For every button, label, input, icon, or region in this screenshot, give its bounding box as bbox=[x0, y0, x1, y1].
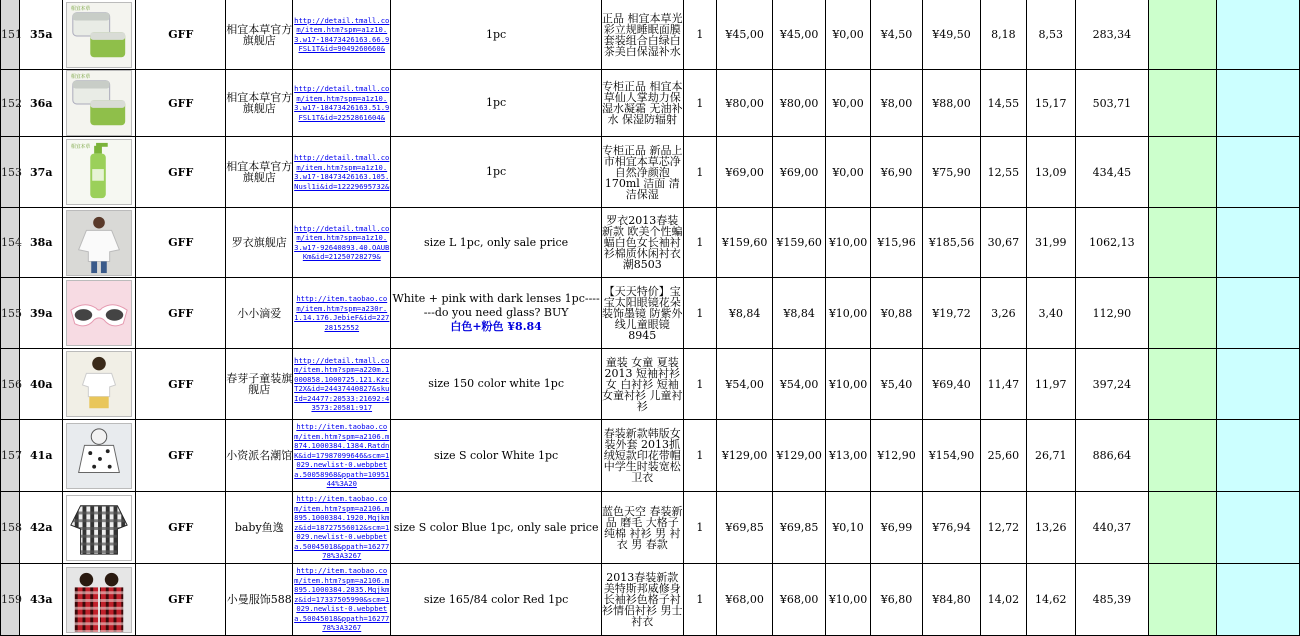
product-image-cell[interactable] bbox=[63, 70, 136, 137]
product-title-cell[interactable]: 专柜正品 新品上市相宜本草芯净自然净颜泡170ml 洁面 清洁保湿 bbox=[602, 137, 684, 208]
empty-cyan-cell[interactable] bbox=[1217, 137, 1300, 208]
item-id-cell[interactable]: 43a bbox=[20, 564, 63, 636]
shop-name-cell[interactable]: 小曼服饰588 bbox=[226, 564, 293, 636]
empty-green-cell[interactable] bbox=[1149, 492, 1217, 564]
product-image-cell[interactable] bbox=[63, 349, 136, 420]
row-header-number[interactable]: 154 bbox=[1, 208, 20, 278]
empty-green-cell[interactable] bbox=[1149, 208, 1217, 278]
fee-cell[interactable]: ¥6,90 bbox=[870, 137, 922, 208]
total-cell[interactable]: ¥49,50 bbox=[922, 0, 980, 70]
rub-cell[interactable]: 440,37 bbox=[1075, 492, 1148, 564]
quantity-cell[interactable]: 1 bbox=[683, 208, 717, 278]
product-link-cell[interactable] bbox=[293, 564, 391, 636]
table-row[interactable] bbox=[1, 208, 1300, 278]
brand-cell[interactable]: GFF bbox=[136, 492, 226, 564]
shipping-cell[interactable]: ¥10,00 bbox=[826, 564, 871, 636]
fee-cell[interactable]: ¥6,99 bbox=[870, 492, 922, 564]
shipping-cell[interactable]: ¥10,00 bbox=[826, 278, 871, 349]
table-row[interactable] bbox=[1, 0, 1300, 70]
table-row[interactable] bbox=[1, 492, 1300, 564]
usd-fee-cell[interactable]: 13,26 bbox=[1026, 492, 1075, 564]
price-cell[interactable]: ¥45,00 bbox=[717, 0, 773, 70]
row-header-number[interactable]: 153 bbox=[1, 137, 20, 208]
product-link[interactable]: http://detail.tmall.com/item.htm?spm=a220m.1000858.1000725.121.KzcT2X&id=24437440827&skuId=24477:20533:21692:43573:20581:917 bbox=[294, 355, 390, 412]
usd-fee-cell[interactable]: 31,99 bbox=[1026, 208, 1075, 278]
price-cell[interactable]: ¥159,60 bbox=[717, 208, 773, 278]
total-cell[interactable]: ¥154,90 bbox=[922, 420, 980, 492]
quantity-cell[interactable]: 1 bbox=[683, 492, 717, 564]
subtotal-cell[interactable]: ¥45,00 bbox=[773, 0, 826, 70]
brand-cell[interactable]: GFF bbox=[136, 349, 226, 420]
product-polka-jacket-image bbox=[63, 423, 135, 489]
shop-name-cell[interactable]: baby鱼逸 bbox=[226, 492, 293, 564]
description-text: size 165/84 color Red 1pc bbox=[423, 592, 569, 606]
subtotal-cell[interactable]: ¥69,85 bbox=[773, 492, 826, 564]
shipping-cell[interactable]: ¥0,00 bbox=[826, 0, 871, 70]
table-row[interactable] bbox=[1, 564, 1300, 636]
usd-cell[interactable]: 14,02 bbox=[981, 564, 1027, 636]
rub-cell[interactable]: 112,90 bbox=[1075, 278, 1148, 349]
item-id-cell[interactable]: 35a bbox=[20, 0, 63, 70]
product-cream-jar-image bbox=[63, 2, 135, 68]
item-id-cell[interactable]: 41a bbox=[20, 420, 63, 492]
product-link[interactable]: http://item.taobao.com/item.htm?spm=a2106.m895.1000384.1920.Mqjkmz&id=18727556012&scm=1029.newlist-0.webpbeta.50045018&ppath=1627778%3A3267 bbox=[294, 494, 390, 561]
shipping-cell[interactable]: ¥13,00 bbox=[826, 420, 871, 492]
description-cell[interactable] bbox=[391, 349, 602, 420]
price-cell[interactable]: ¥69,00 bbox=[717, 137, 773, 208]
usd-fee-cell[interactable]: 3,40 bbox=[1026, 278, 1075, 349]
product-link-cell[interactable] bbox=[293, 492, 391, 564]
table-body bbox=[1, 0, 1300, 636]
product-link[interactable]: http://item.taobao.com/item.htm?spm=a2106.m895.1000384.2835.Mqjkmz&id=17337505990&scm=1029.newlist-0.webpbeta.50045018&ppath=1627778%3A3267 bbox=[294, 566, 390, 633]
brand-cell[interactable]: GFF bbox=[136, 208, 226, 278]
product-title-cell[interactable]: 专柜正品 相宜本草仙人掌劫力保湿水凝霜 无油补水 保湿防辐射 bbox=[602, 70, 684, 137]
subtotal-cell[interactable]: ¥159,60 bbox=[773, 208, 826, 278]
usd-cell[interactable]: 12,72 bbox=[981, 492, 1027, 564]
empty-cyan-cell[interactable] bbox=[1217, 0, 1300, 70]
product-couple-plaid-image bbox=[63, 567, 135, 633]
price-cell[interactable]: ¥129,00 bbox=[717, 420, 773, 492]
usd-fee-cell[interactable]: 8,53 bbox=[1026, 0, 1075, 70]
empty-green-cell[interactable] bbox=[1149, 70, 1217, 137]
product-cream-jar-image bbox=[63, 70, 135, 136]
rub-cell[interactable]: 434,45 bbox=[1075, 137, 1148, 208]
row-header-number[interactable]: 151 bbox=[1, 0, 20, 70]
quantity-cell[interactable]: 1 bbox=[683, 0, 717, 70]
total-cell[interactable]: ¥84,80 bbox=[922, 564, 980, 636]
empty-green-cell[interactable] bbox=[1149, 420, 1217, 492]
rub-cell[interactable]: 397,24 bbox=[1075, 349, 1148, 420]
product-image-cell[interactable] bbox=[63, 492, 136, 564]
svg-text:相宜本草: 相宜本草 bbox=[71, 74, 91, 80]
subtotal-cell[interactable]: ¥8,84 bbox=[773, 278, 826, 349]
description-text: size S color Blue 1pc, only sale price bbox=[393, 520, 599, 534]
fee-cell[interactable]: ¥5,40 bbox=[870, 349, 922, 420]
description-cell[interactable] bbox=[391, 564, 602, 636]
total-cell[interactable]: ¥185,56 bbox=[922, 208, 980, 278]
product-link-cell[interactable] bbox=[293, 420, 391, 492]
empty-cyan-cell[interactable] bbox=[1217, 492, 1300, 564]
usd-cell[interactable]: 3,26 bbox=[981, 278, 1027, 349]
item-id-cell[interactable]: 42a bbox=[20, 492, 63, 564]
svg-text:相宜本草: 相宜本草 bbox=[71, 144, 91, 150]
product-title-cell[interactable]: 罗衣2013春装新款 欧美个性蝙蝠白色女长袖衬衫棉质休闲衬衣潮8503 bbox=[602, 208, 684, 278]
product-link[interactable]: http://item.taobao.com/item.htm?spm=a2106.m874.1000384.1384.RatdnK&id=17987099646&scm=1029.newlist-0.webpbeta.50058968&ppath=1095144%3A20 bbox=[294, 422, 390, 489]
product-image-cell[interactable] bbox=[63, 0, 136, 70]
description-text: size S color White 1pc bbox=[433, 448, 559, 462]
empty-cyan-cell[interactable] bbox=[1217, 564, 1300, 636]
product-link-cell[interactable] bbox=[293, 137, 391, 208]
product-plaid-shirt-image bbox=[63, 495, 135, 561]
svg-text:相宜本草: 相宜本草 bbox=[71, 6, 91, 12]
quantity-cell[interactable]: 1 bbox=[683, 278, 717, 349]
table-row[interactable] bbox=[1, 420, 1300, 492]
product-link[interactable]: http://detail.tmall.com/item.htm?spm=a1z10.3.w17-18473426163.51.9FSL1T&id=2252861604& bbox=[294, 84, 390, 122]
description-text: 1pc bbox=[486, 96, 507, 109]
rub-cell[interactable]: 283,34 bbox=[1075, 0, 1148, 70]
empty-green-cell[interactable] bbox=[1149, 278, 1217, 349]
fee-cell[interactable]: ¥15,96 bbox=[870, 208, 922, 278]
shipping-cell[interactable]: ¥0,00 bbox=[826, 70, 871, 137]
row-header-number[interactable]: 158 bbox=[1, 492, 20, 564]
product-foam-bottle-image bbox=[63, 139, 135, 205]
empty-green-cell[interactable] bbox=[1149, 0, 1217, 70]
quantity-cell[interactable]: 1 bbox=[683, 420, 717, 492]
row-header-number[interactable]: 152 bbox=[1, 70, 20, 137]
price-cell[interactable]: ¥54,00 bbox=[717, 349, 773, 420]
product-title-cell[interactable]: 正品 相宜本草光彩立规睡眠面膜套装组合白绿白茶美白保湿补水 bbox=[602, 0, 684, 70]
empty-cyan-cell[interactable] bbox=[1217, 208, 1300, 278]
product-image-cell[interactable] bbox=[63, 564, 136, 636]
quantity-cell[interactable]: 1 bbox=[683, 349, 717, 420]
shop-name-cell[interactable]: 小小滴爱 bbox=[226, 278, 293, 349]
usd-fee-cell[interactable]: 13,09 bbox=[1026, 137, 1075, 208]
shop-name-cell[interactable]: 春芽子童装旗舰店 bbox=[226, 349, 293, 420]
total-cell[interactable]: ¥76,94 bbox=[922, 492, 980, 564]
description-text: 1pc bbox=[486, 165, 507, 178]
empty-cyan-cell[interactable] bbox=[1217, 70, 1300, 137]
row-header-number[interactable]: 156 bbox=[1, 349, 20, 420]
shop-name-cell[interactable]: 罗衣旗舰店 bbox=[226, 208, 293, 278]
product-link-cell[interactable] bbox=[293, 349, 391, 420]
fee-cell[interactable]: ¥8,00 bbox=[870, 70, 922, 137]
product-image-cell[interactable] bbox=[63, 278, 136, 349]
description-cell[interactable] bbox=[391, 420, 602, 492]
brand-cell[interactable]: GFF bbox=[136, 70, 226, 137]
shipping-cell[interactable]: ¥0,00 bbox=[826, 137, 871, 208]
product-link[interactable]: http://detail.tmall.com/item.htm?spm=a1z10.3.w17-18473426163.105.Nusl1i&id=12229695732& bbox=[294, 153, 390, 191]
description-cell[interactable] bbox=[391, 0, 602, 70]
price-cell[interactable]: ¥69,85 bbox=[717, 492, 773, 564]
empty-green-cell[interactable] bbox=[1149, 349, 1217, 420]
description-text: size L 1pc, only sale price bbox=[424, 235, 569, 249]
fee-cell[interactable]: ¥6,80 bbox=[870, 564, 922, 636]
subtotal-cell[interactable]: ¥80,00 bbox=[773, 70, 826, 137]
total-cell[interactable]: ¥69,40 bbox=[922, 349, 980, 420]
product-title-cell[interactable]: 童装 女童 夏装2013 短袖衬衫 女 白衬衫 短袖女童衬衫 儿童衬衫 bbox=[602, 349, 684, 420]
usd-cell[interactable]: 30,67 bbox=[981, 208, 1027, 278]
fee-cell[interactable]: ¥0,88 bbox=[870, 278, 922, 349]
usd-cell[interactable]: 12,55 bbox=[981, 137, 1027, 208]
shipping-cell[interactable]: ¥10,00 bbox=[826, 349, 871, 420]
item-id-cell[interactable]: 40a bbox=[20, 349, 63, 420]
shop-name-cell[interactable]: 相宜本草官方旗舰店 bbox=[226, 70, 293, 137]
description-cell[interactable] bbox=[391, 70, 602, 137]
empty-cyan-cell[interactable] bbox=[1217, 349, 1300, 420]
shop-name-cell[interactable]: 小资派名潮馆 bbox=[226, 420, 293, 492]
description-text: White + pink with dark lenses 1pc-------do you need glass? BUY bbox=[392, 292, 600, 319]
price-cell[interactable]: ¥8,84 bbox=[717, 278, 773, 349]
usd-cell[interactable]: 8,18 bbox=[981, 0, 1027, 70]
product-title-cell[interactable]: 春装新款韩版女装外套 2013抓绒短款印花带帽中学生时装宽松卫衣 bbox=[602, 420, 684, 492]
rub-cell[interactable]: 503,71 bbox=[1075, 70, 1148, 137]
empty-cyan-cell[interactable] bbox=[1217, 278, 1300, 349]
product-link[interactable]: http://item.taobao.com/item.htm?spm=a230r.1.14.176.JebieF&id=22728152552 bbox=[294, 294, 390, 332]
subtotal-cell[interactable]: ¥68,00 bbox=[773, 564, 826, 636]
usd-fee-cell[interactable]: 14,62 bbox=[1026, 564, 1075, 636]
brand-cell[interactable]: GFF bbox=[136, 420, 226, 492]
description-cell[interactable] bbox=[391, 278, 602, 349]
subtotal-cell[interactable]: ¥69,00 bbox=[773, 137, 826, 208]
item-id-cell[interactable]: 39a bbox=[20, 278, 63, 349]
empty-cyan-cell[interactable] bbox=[1217, 420, 1300, 492]
usd-fee-cell[interactable]: 11,97 bbox=[1026, 349, 1075, 420]
brand-cell[interactable]: GFF bbox=[136, 0, 226, 70]
empty-green-cell[interactable] bbox=[1149, 137, 1217, 208]
empty-green-cell[interactable] bbox=[1149, 564, 1217, 636]
description-cell[interactable] bbox=[391, 492, 602, 564]
fee-cell[interactable]: ¥4,50 bbox=[870, 0, 922, 70]
usd-fee-cell[interactable]: 26,71 bbox=[1026, 420, 1075, 492]
product-image-cell[interactable] bbox=[63, 208, 136, 278]
row-header-number[interactable]: 157 bbox=[1, 420, 20, 492]
table-row[interactable] bbox=[1, 349, 1300, 420]
subtotal-cell[interactable]: ¥129,00 bbox=[773, 420, 826, 492]
total-cell[interactable]: ¥19,72 bbox=[922, 278, 980, 349]
item-id-cell[interactable]: 38a bbox=[20, 208, 63, 278]
price-cell[interactable]: ¥68,00 bbox=[717, 564, 773, 636]
description-highlight: 白色+粉色 ¥8.84 bbox=[450, 320, 542, 333]
table-row[interactable] bbox=[1, 278, 1300, 349]
total-cell[interactable]: ¥75,90 bbox=[922, 137, 980, 208]
product-image-cell[interactable] bbox=[63, 420, 136, 492]
brand-cell[interactable]: GFF bbox=[136, 137, 226, 208]
product-link[interactable]: http://detail.tmall.com/item.htm?spm=a1z10.3.w17-92640893.40.OAUBKm&id=21250728279& bbox=[294, 223, 390, 261]
item-id-cell[interactable]: 36a bbox=[20, 70, 63, 137]
usd-cell[interactable]: 11,47 bbox=[981, 349, 1027, 420]
price-cell[interactable]: ¥80,00 bbox=[717, 70, 773, 137]
product-link-cell[interactable] bbox=[293, 0, 391, 70]
product-link-cell[interactable] bbox=[293, 278, 391, 349]
shop-name-cell[interactable]: 相宜本草官方旗舰店 bbox=[226, 137, 293, 208]
usd-cell[interactable]: 14,55 bbox=[981, 70, 1027, 137]
quantity-cell[interactable]: 1 bbox=[683, 137, 717, 208]
shipping-cell[interactable]: ¥10,00 bbox=[826, 208, 871, 278]
fee-cell[interactable]: ¥12,90 bbox=[870, 420, 922, 492]
brand-cell[interactable]: GFF bbox=[136, 564, 226, 636]
rub-cell[interactable]: 1062,13 bbox=[1075, 208, 1148, 278]
subtotal-cell[interactable]: ¥54,00 bbox=[773, 349, 826, 420]
shipping-cell[interactable]: ¥0,10 bbox=[826, 492, 871, 564]
product-title-cell[interactable]: 2013春装新款 美特斯邦威修身长袖衫色格子衬衫情侣衬衫 男士衬衣 bbox=[602, 564, 684, 636]
product-sunglasses-image bbox=[63, 280, 135, 346]
row-header-number[interactable]: 155 bbox=[1, 278, 20, 349]
shop-name-cell[interactable]: 相宜本草官方旗舰店 bbox=[226, 0, 293, 70]
product-title-cell[interactable]: 蓝色天空 春装新品 磨毛 大格子 纯棉 衬衫 男 衬衣 男 春款 bbox=[602, 492, 684, 564]
usd-fee-cell[interactable]: 15,17 bbox=[1026, 70, 1075, 137]
description-text: size 150 color white 1pc bbox=[428, 377, 564, 390]
rub-cell[interactable]: 485,39 bbox=[1075, 564, 1148, 636]
product-white-shirt-image bbox=[63, 210, 135, 276]
row-header-number[interactable]: 159 bbox=[1, 564, 20, 636]
product-link[interactable]: http://detail.tmall.com/item.htm?spm=a1z10.3.w17-18473426163.66.9FSL1T&id=9049260660& bbox=[294, 15, 390, 53]
item-id-cell[interactable]: 37a bbox=[20, 137, 63, 208]
table-row[interactable] bbox=[1, 137, 1300, 208]
total-cell[interactable]: ¥88,00 bbox=[922, 70, 980, 137]
quantity-cell[interactable]: 1 bbox=[683, 70, 717, 137]
rub-cell[interactable]: 886,64 bbox=[1075, 420, 1148, 492]
product-title-cell[interactable]: 【天天特价】宝宝太阳眼镜花朵装饰墨镜 防紫外线儿童眼镜8945 bbox=[602, 278, 684, 349]
quantity-cell[interactable]: 1 bbox=[683, 564, 717, 636]
description-text: 1pc bbox=[486, 27, 507, 41]
table-row[interactable] bbox=[1, 70, 1300, 137]
brand-cell[interactable]: GFF bbox=[136, 278, 226, 349]
description-cell[interactable] bbox=[391, 208, 602, 278]
description-cell[interactable] bbox=[391, 137, 602, 208]
usd-cell[interactable]: 25,60 bbox=[981, 420, 1027, 492]
product-link-cell[interactable] bbox=[293, 208, 391, 278]
product-link-cell[interactable] bbox=[293, 70, 391, 137]
product-image-cell[interactable] bbox=[63, 137, 136, 208]
product-child-shirt-image bbox=[63, 351, 135, 417]
